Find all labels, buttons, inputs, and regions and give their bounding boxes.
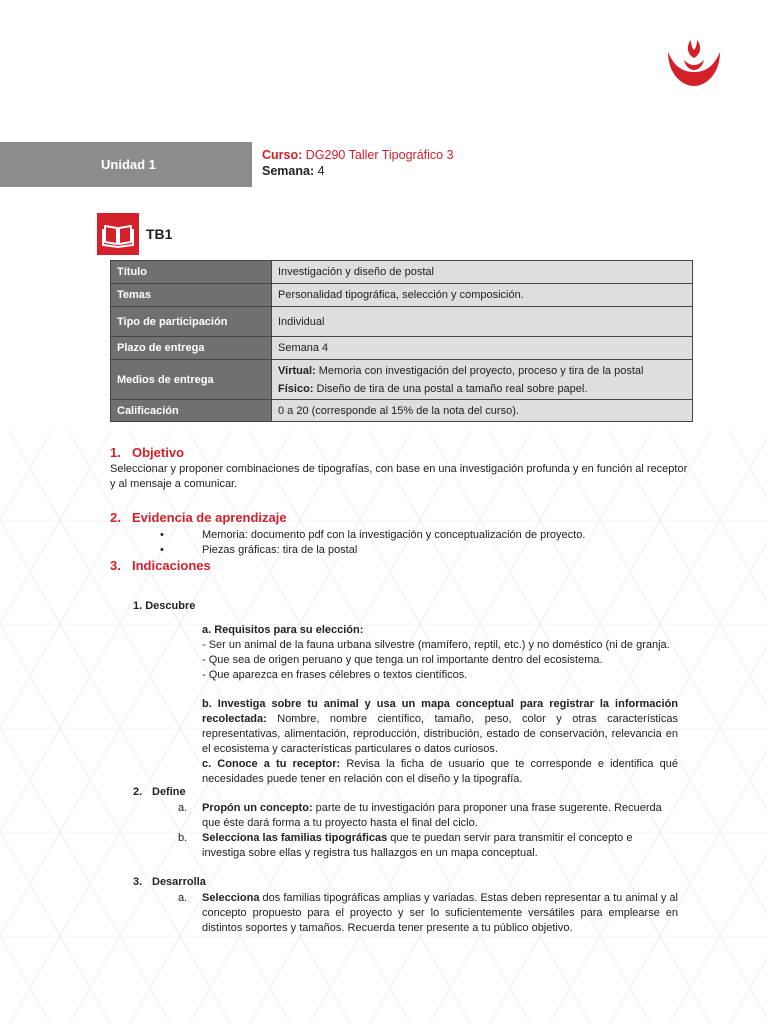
row-key: Medios de entrega [111,360,272,400]
list-item [178,831,678,861]
row-key: Temas [111,284,272,307]
evidencia-list [160,528,585,558]
item-marker: a. [178,802,188,814]
research-bold: b. Investiga sobre tu animal y usa un mapa conceptual para registrar la información recolectada: [202,698,678,725]
step-number: 2. [133,786,143,798]
section-objetivo-heading [110,445,184,460]
course-value: DG290 Taller Tipográfico 3 [305,148,454,162]
open-book-icon [97,213,139,255]
item-body: que te puedan servir para transmitir el concepto e investiga sobre ellas y registra tus hallazgos en un mapa conceptual. [202,832,633,859]
section-title: Evidencia de aprendizaje [132,510,287,525]
item-text [202,891,678,936]
section-title: Objetivo [132,445,185,460]
section-evidencia-heading [110,510,287,525]
unit-text: Unidad 1 [101,157,156,172]
item-body: dos familias tipográficas amplias y variadas. Estas deben representar a tu animal y al concepto propuesto para el proyecto y ser lo suficientemente versátiles para emplearse en distintos soportes y tamaños. Recuerda tener presente a tu público objetivo. [202,892,678,934]
research-text: Nombre, nombre científico, tamaño, peso, color y otras características representativas, alimentación, reproducción, distribución, estado de conservación, relevancia en el ecosistema y características particulares o datos curiosos. [202,713,678,755]
list-item [178,801,678,831]
row-value: Investigación y diseño de postal [272,261,693,284]
fisico-value: Diseño de tira de una postal a tamaño real sobre papel. [316,382,588,395]
row-value: 0 a 20 (corresponde al 15% de la nota del curso). [272,400,693,422]
objetivo-text: Seleccionar y proponer combinaciones de tipografías, con base en una investigación profunda y en función al receptor y al mensaje a comunicar. [110,463,688,490]
step-define-title [133,786,186,798]
row-value [272,360,693,400]
table-row [111,307,693,337]
step-number: 3. [133,876,143,888]
unit-label [0,142,252,187]
course-label: Curso: [262,148,303,162]
row-key: Tipo de participación [111,307,272,337]
row-value: Individual [272,307,693,337]
requirement-line: - Que sea de origen peruano y que tenga un rol importante dentro del ecosistema. [202,654,603,666]
table-row [111,360,693,400]
list-item [178,891,678,936]
week-value: 4 [317,164,325,178]
virtual-label: Virtual: [278,364,316,377]
step-desarrolla-title [133,876,206,888]
row-key: Plazo de entrega [111,337,272,360]
item-marker: a. [178,892,188,904]
week-label: Semana: [262,164,315,178]
assignment-title: TB1 [146,226,173,242]
row-value: Semana 4 [272,337,693,360]
list-item: • Memoria: documento pdf con la investigación y conceptualización de proyecto. [160,529,586,541]
item-bold: Selecciona [202,892,260,904]
item-body: parte de tu investigación para proponer una frase sugerente. Recuerda que éste dará forma a tu proyecto hasta el final del ciclo. [202,802,662,829]
course-info [262,147,454,179]
define-list [178,801,678,861]
step-name: Desarrolla [152,876,206,888]
assignment-info-table [110,260,693,422]
item-bold: Propón un concepto: [202,802,313,814]
requirement-line: - Que aparezca en frases célebres o textos científicos. [202,669,468,681]
item-marker: b. [178,832,188,844]
requirement-line: - Ser un animal de la fauna urbana silvestre (mamífero, reptil, etc.) y no doméstico (ni de granja. [202,639,670,651]
desarrolla-list [178,891,678,936]
step-descubre-title: 1. Descubre [133,600,196,612]
virtual-value: Memoria con investigación del proyecto, proceso y tira de la postal [318,364,644,377]
section-indicaciones-heading [110,558,211,573]
section-title: Indicaciones [132,558,211,573]
row-key: Título [111,261,272,284]
table-row [111,337,693,360]
section-number: 3. [110,558,121,573]
item-text [202,801,678,831]
university-logo [664,38,724,88]
section-number: 1. [110,445,121,460]
descubre-receptor [202,757,678,787]
requirements-title: a. Requisitos para su elección: [202,624,364,636]
list-item-text: Memoria: documento pdf con la investigación y conceptualización de proyecto. [202,529,586,541]
table-row [111,261,693,284]
descubre-research [202,697,678,757]
list-item-text: Piezas gráficas: tira de la postal [202,544,358,556]
item-bold: Selecciona las familias tipográficas [202,832,388,844]
table-row [111,284,693,307]
descubre-requirements [202,623,678,683]
row-key: Calificación [111,400,272,422]
table-row [111,400,693,422]
item-text [202,831,678,861]
receptor-bold: c. Conoce a tu receptor: [202,758,341,770]
step-name: Define [152,786,186,798]
fisico-label: Físico: [278,382,314,395]
section-number: 2. [110,510,121,525]
receptor-text: Revisa la ficha de usuario que te corresponde e identifica qué necesidades puede tener en relación con el diseño y la tipografía. [202,758,678,785]
list-item: • Piezas gráficas: tira de la postal [160,544,358,556]
row-value: Personalidad tipográfica, selección y composición. [272,284,693,307]
